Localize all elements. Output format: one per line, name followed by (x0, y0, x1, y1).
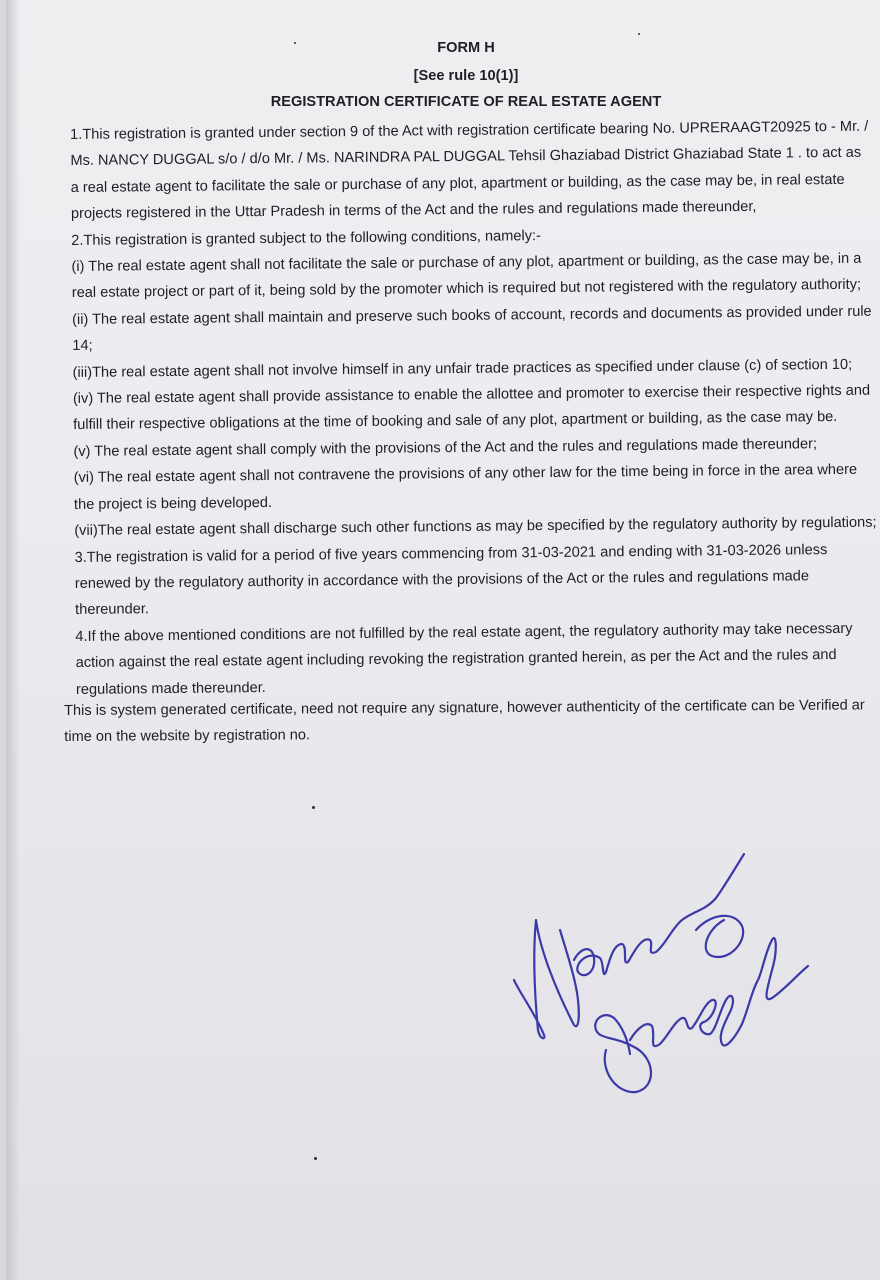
body-line: (iii)The real estate agent shall not involve himself in any unfair trade practices as specified under clause (c) of section 10; (72, 356, 853, 381)
certificate-body (70, 113, 880, 702)
body-line: 1.This registration is granted under section 9 of the Act with registration certificate bearing No. UPRERAAGT20925 to - Mr. / (70, 118, 869, 143)
footer-line: This is system generated certificate, need not require any signature, however authenticity of the certificate can be Verified ar (64, 697, 865, 719)
body-line: 4.If the above mentioned conditions are not fulfilled by the real estate agent, the regulatory authority may take necessary (75, 620, 853, 645)
body-line: the project is being developed. (73, 494, 273, 513)
body-line: 2.This registration is granted subject to the following conditions, namely:- (71, 227, 541, 249)
rule-reference: [See rule 10(1)] (413, 68, 519, 84)
system-generated-note (64, 692, 880, 750)
body-line: 3.The registration is valid for a period of five years commencing from 31-03-2021 and ending with 31-03-2026 unless (74, 541, 828, 566)
body-line: thereunder. (75, 601, 150, 619)
body-line: (ii) The real estate agent shall maintain and preserve such books of account, records and documents as provided under rule (71, 303, 872, 328)
body-line: regulations made thereunder. (75, 679, 266, 698)
body-line: (vi) The real estate agent shall not contravene the provisions of any other law for the time being in force in the area where (73, 462, 858, 487)
form-title: FORM H (437, 40, 495, 56)
body-line: fulfill their respective obligations at the time of booking and sale of any plot, apartment or building, as the case may be. (73, 409, 838, 434)
paper-speck (294, 42, 296, 44)
paper-edge-shadow (6, 0, 20, 1280)
paper-speck (314, 1157, 317, 1160)
body-line: (vii)The real estate agent shall discharge such other functions as may be specified by the regulatory authority by regulations; (74, 514, 877, 540)
body-line: (v) The real estate agent shall comply with the provisions of the Act and the rules and regulations made thereunder; (73, 436, 818, 460)
paper-speck (312, 806, 315, 809)
certificate-title: REGISTRATION CERTIFICATE OF REAL ESTATE AGENT (270, 94, 662, 110)
body-line: Ms. NANCY DUGGAL s/o / d/o Mr. / Ms. NARINDRA PAL DUGGAL Tehsil Ghaziabad District Ghaziabad State 1 . to act as (70, 145, 862, 170)
body-line: 14; (72, 338, 93, 355)
body-line: projects registered in the Uttar Pradesh in terms of the Act and the rules and regulations made thereunder, (70, 199, 757, 223)
body-line: renewed by the regulatory authority in accordance with the provisions of the Act or the rules and regulations made (74, 568, 810, 592)
body-line: (iv) The real estate agent shall provide assistance to enable the allottee and promoter to exercise their respective rights and (72, 382, 871, 408)
paper-sheet (6, 0, 880, 1280)
paper-speck (638, 33, 640, 35)
footer-line: time on the website by registration no. (64, 727, 311, 745)
body-line: (i) The real estate agent shall not facilitate the sale or purchase of any plot, apartment or building, as the case may be, in a (71, 250, 862, 276)
handwritten-signature (496, 840, 826, 1110)
body-line: action against the real estate agent including revoking the registration granted herein, as per the Act and the rules and (75, 647, 837, 672)
body-line: a real estate agent to facilitate the sale or purchase of any plot, apartment or building, as the case may be, in real estate (70, 171, 845, 196)
body-line: real estate project or part of it, being sold by the promoter which is required but not registered with the regulatory authority; (71, 277, 862, 302)
